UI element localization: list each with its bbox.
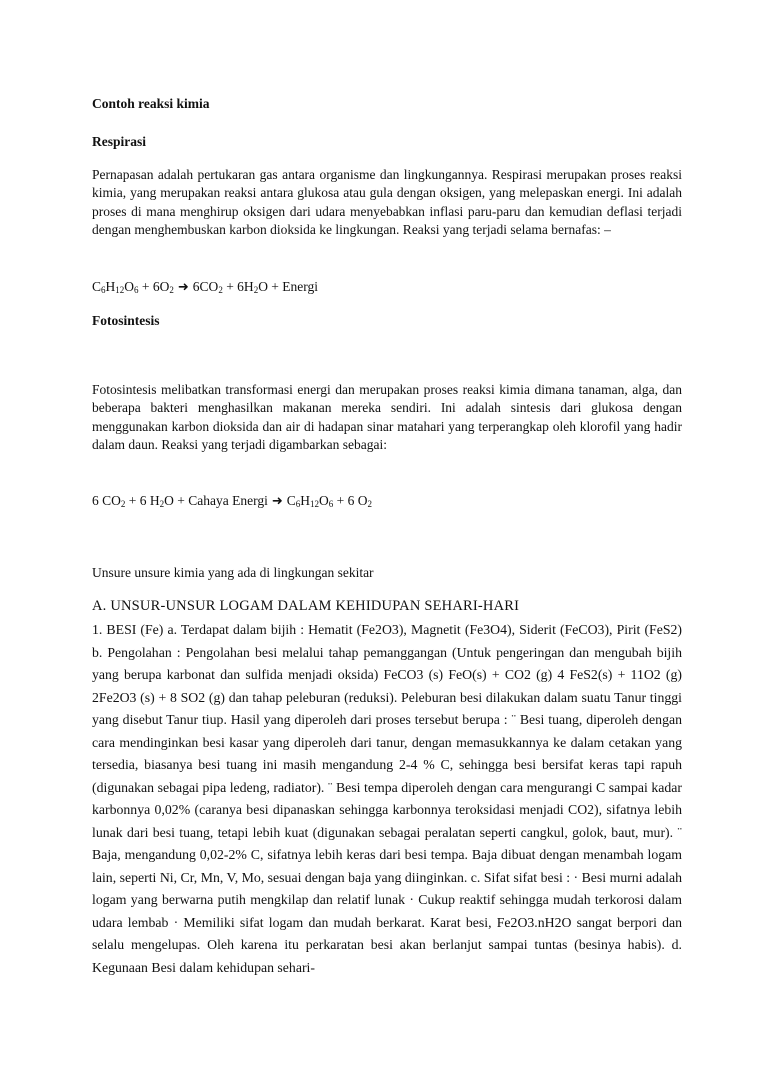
- equation-rhs: $6CO_2 + 6H_2O$ + Energi: [192, 279, 319, 295]
- unsur-intro: Unsure unsure kimia yang ada di lingkungan sekitar: [92, 565, 374, 580]
- section-a-text: 1. BESI (Fe) a. Terdapat dalam bijih : Hematit (Fe2O3), Magnetit (Fe3O4), Siderit (FeCO3), Pirit (FeS2) b. Pengolahan : Pengolahan besi melalui tahap pemanggangan (Untuk pengeringan dan mengubah bijih yang berupa karbonat dan sulfida menjadi oksida) FeCO3 (s) FeO(s) + CO2 (g) 4 FeS2(s) + 11O2 (g) 2Fe2O3 (s) + 8 SO2 (g) dan tahap peleburan (reduksi). Peleburan besi dilakukan dalam suatu Tanur tinggi yang disebut Tanur tiup. Hasil yang diperoleh dari proses tersebut berupa : ¨ Besi tuang, diperoleh dengan cara mendinginkan besi kasar yang diperoleh dari tanur, dengan memasukkannya ke dalam cetakan yang tersedia, biasanya besi tuang ini masih mengandung 2-4 % C, sehingga besi bersifat keras tapi rapuh (digunakan sebagai pipa ledeng, radiator). ¨ Besi tempa diperoleh dengan cara mengurangi C sampai kadar karbonnya 0,02% (caranya besi dipanaskan sehingga karbonnya teroksidasi menjadi CO2), sifatnya lebih lunak dari besi tuang, tetapi lebih kuat (digunakan sebagai peralatan seperti cangkul, golok, baut, mur). ¨ Baja, mengandung 0,02-2% C, sifatnya lebih keras dari besi tempa. Baja dibuat dengan menambah logam lain, seperti Ni, Cr, Mn, V, Mo, sesuai dengan baja yang diinginkan. c. Sifat sifat besi : · Besi murni adalah logam yang berwarna putih mengkilap dan relatif lunak · Cukup reaktif sehingga mudah terkorosi dalam udara lembab · Memiliki sifat logam dan mudah berkarat. Karat besi, Fe2O3.nH2O sangat berpori dan selalu mengelupas. Oleh karena itu perkaratan besi akan berlanjut sampai tuntas (besinya habis). d. Kegunaan Besi dalam kehidupan sehari-: [92, 622, 682, 975]
- reaction-arrow-icon: ➜: [271, 494, 283, 509]
- reaction-arrow-icon: ➜: [177, 280, 189, 295]
- respirasi-equation: [92, 279, 682, 295]
- equation-lhs: 6 $CO_2 + 6$ $H_2O$ + Cahaya Energi: [92, 493, 268, 509]
- respirasi-heading: Respirasi: [92, 134, 146, 149]
- fotosintesis-equation: [92, 493, 682, 509]
- document-title: Contoh reaksi kimia: [92, 96, 210, 111]
- equation-lhs: $C_6H_{12}O_6 + 6O_2$: [92, 279, 174, 295]
- respirasi-paragraph: Pernapasan adalah pertukaran gas antara organisme dan lingkungannya. Respirasi merupakan proses reaksi kimia, yang merupakan reaksi antara glukosa atau gula dengan oksigen, yang melepaskan energi. Ini adalah proses di mana menghirup oksigen dari udara menyebabkan inflasi paru-paru dan kemudian deflasi terjadi dengan menghembuskan karbon dioksida ke lingkungan. Reaksi yang terjadi selama bernafas: –: [92, 167, 682, 238]
- section-a-heading: A. UNSUR-UNSUR LOGAM DALAM KEHIDUPAN SEHARI-HARI: [92, 598, 520, 614]
- equation-rhs: $C_6H_{12}O_6 + 6$ $O_2$: [286, 493, 373, 509]
- fotosintesis-heading: Fotosintesis: [92, 313, 160, 328]
- fotosintesis-paragraph: Fotosintesis melibatkan transformasi energi dan merupakan proses reaksi kimia dimana tanaman, alga, dan beberapa bakteri menghasilkan makanan mereka sendiri. Ini adalah sintesis dari glukosa dengan menggunakan karbon dioksida dan air di hadapan sinar matahari yang terperangkap oleh klorofil yang hadir dalam daun. Reaksi yang terjadi digambarkan sebagai:: [92, 382, 682, 453]
